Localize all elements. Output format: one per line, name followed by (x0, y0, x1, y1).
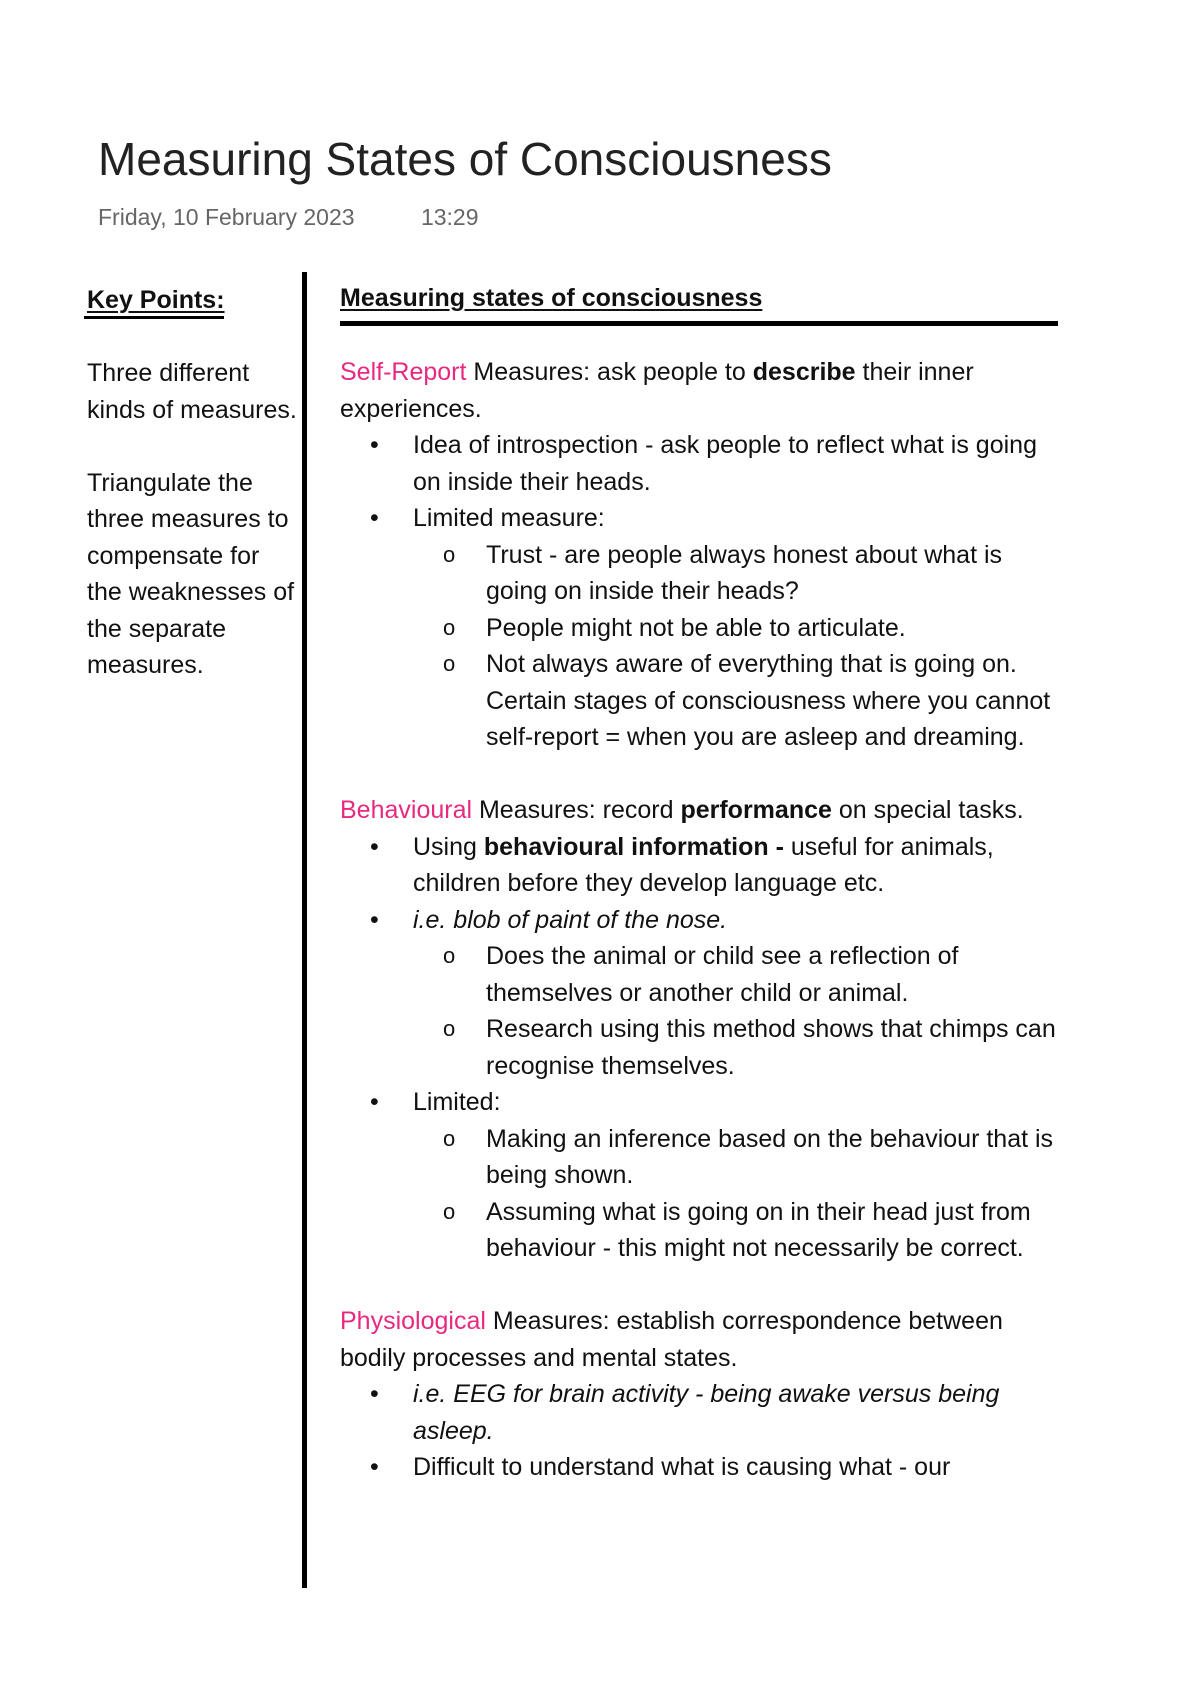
behavioural-bullet-1-bold: behavioural information - (483, 832, 784, 861)
self-report-intro-text-a: Measures: ask people to (466, 358, 753, 386)
behavioural-bullet-2: i.e. blob of paint of the nose. (413, 905, 728, 934)
list-item: o Does the animal or child see a reflection of themselves or another child or animal. (486, 938, 1070, 1011)
key-points-column (87, 355, 297, 720)
physiological-bullet-1: i.e. EEG for brain activity - being awake versus being asleep. (413, 1380, 1000, 1445)
list-item (413, 500, 1070, 756)
page-title: Measuring States of Consciousness (98, 133, 832, 185)
list-item (413, 829, 1070, 902)
main-heading-rule (340, 321, 1058, 326)
main-notes-column (340, 354, 1070, 1522)
column-divider-vertical (302, 272, 307, 1588)
list-item (413, 1449, 1070, 1486)
list-item: o Trust - are people always honest about what is going on inside their heads? (486, 537, 1070, 610)
physiological-bullets (340, 1376, 1070, 1486)
list-item (413, 1376, 1070, 1449)
self-report-intro (340, 354, 1070, 427)
page-meta (98, 204, 479, 231)
self-report-bullet-1: Idea of introspection - ask people to reflect what is going on inside their heads. (413, 431, 1037, 496)
list-item: o Making an inference based on the behaviour that is being shown. (486, 1121, 1070, 1194)
key-point-1: Three different kinds of measures. (87, 359, 297, 424)
behavioural-bullet-1-a: Using (413, 832, 484, 861)
physiological-intro (340, 1303, 1070, 1376)
self-report-bullet-2: Limited measure: (413, 504, 605, 532)
self-report-label: Self-Report (340, 358, 467, 386)
section-self-report (340, 354, 1070, 756)
list-item (413, 427, 1070, 500)
self-report-intro-bold: describe (752, 358, 856, 386)
behavioural-sublist-1 (413, 938, 1070, 1084)
behavioural-bullets (340, 829, 1070, 1267)
behavioural-bullet-1-b: useful for animals, children before they develop language etc. (413, 832, 994, 897)
section-physiological (340, 1303, 1070, 1486)
key-points-rule (84, 316, 224, 319)
physiological-label: Physiological (340, 1307, 486, 1335)
self-report-intro-text-b: their inner experiences. (340, 358, 974, 423)
behavioural-label: Behavioural (340, 796, 473, 824)
behavioural-intro (340, 792, 1070, 829)
behavioural-intro-text-a: Measures: record (472, 796, 681, 824)
self-report-sublist (413, 537, 1070, 756)
page-time: 13:29 (420, 204, 479, 230)
list-item: o Not always aware of everything that is going on. Certain stages of consciousness where you cannot self-report = when you are asleep and dreaming. (486, 646, 1070, 756)
behavioural-intro-text-b: on special tasks. (831, 796, 1024, 824)
section-behavioural (340, 792, 1070, 1267)
list-item (413, 902, 1070, 1085)
behavioural-intro-bold: performance (680, 796, 832, 824)
list-item: o Assuming what is going on in their head just from behaviour - this might not necessarily be correct. (486, 1194, 1070, 1267)
physiological-bullet-2: Difficult to understand what is causing what - our (413, 1453, 951, 1481)
key-point-2: Triangulate the three measures to compensate for the weaknesses of the separate measures. (87, 468, 295, 679)
main-heading: Measuring states of consciousness (340, 284, 763, 312)
behavioural-sublist-2 (413, 1121, 1070, 1267)
list-item: o People might not be able to articulate. (486, 610, 1070, 647)
list-item (413, 1084, 1070, 1267)
key-points-heading: Key Points: (87, 286, 225, 314)
list-item: o Research using this method shows that chimps can recognise themselves. (486, 1011, 1070, 1084)
page-date: Friday, 10 February 2023 (98, 204, 355, 230)
self-report-bullets (340, 427, 1070, 756)
behavioural-bullet-3: Limited: (413, 1088, 501, 1116)
physiological-intro-text: Measures: establish correspondence between bodily processes and mental states. (340, 1307, 1003, 1372)
